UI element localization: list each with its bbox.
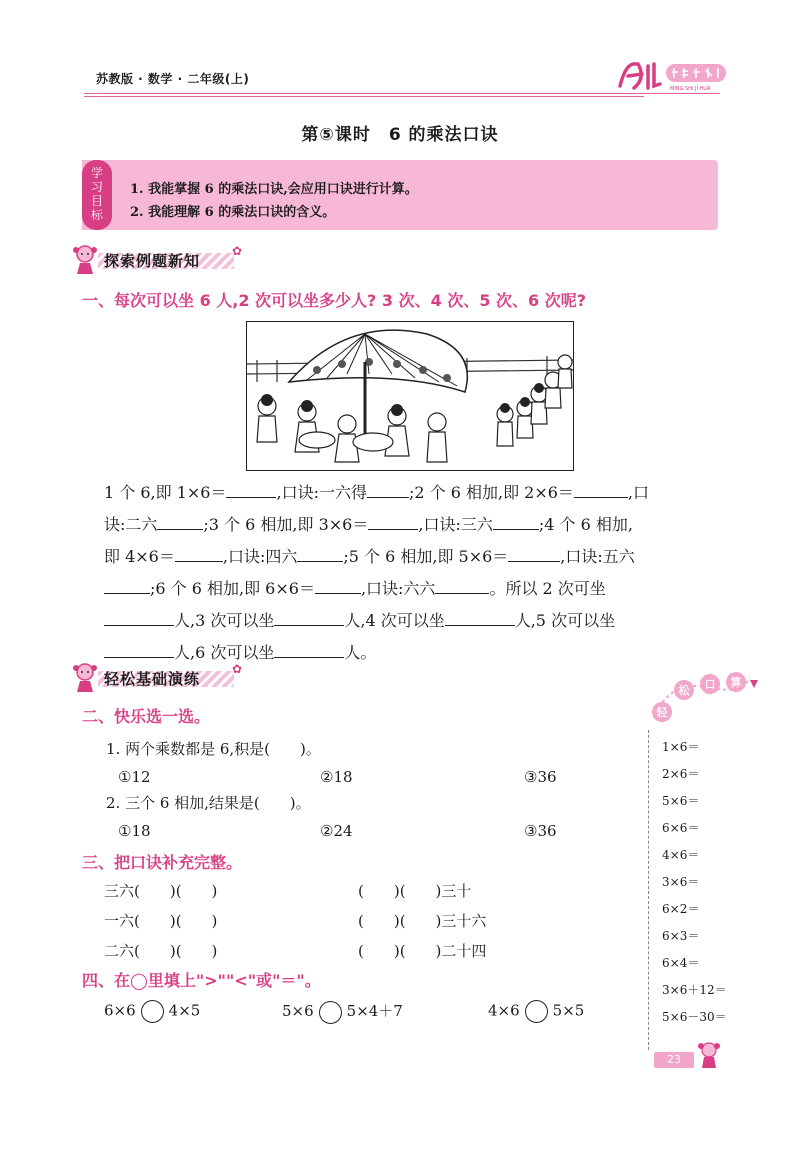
- answer-blank[interactable]: [508, 545, 560, 562]
- answer-blank[interactable]: [274, 609, 344, 626]
- answer-blank[interactable]: [104, 641, 174, 658]
- side-calc-item[interactable]: 3×6＝: [662, 875, 700, 889]
- q1-line-3: 即 4×6＝ ,口诀:四六 ;5 个 6 相加,即 5×6＝ ,口诀:五六: [104, 547, 635, 566]
- side-calc-item[interactable]: 6×4＝: [662, 956, 700, 970]
- side-calc-item[interactable]: 6×6＝: [662, 821, 700, 835]
- answer-blank[interactable]: [574, 481, 628, 498]
- side-calc-item[interactable]: 5×6＝: [662, 794, 700, 808]
- answer-blank[interactable]: [297, 545, 343, 562]
- q3-row-3-left[interactable]: 二六( )( ): [104, 942, 218, 960]
- question-4-title: 四、在◯里填上">""<"或"＝"。: [82, 971, 321, 990]
- q3-row-2-right[interactable]: ( )( )三十六: [358, 912, 487, 930]
- q2-2-option-b[interactable]: ②24: [320, 822, 353, 840]
- svg-text:口: 口: [704, 678, 716, 691]
- q3-row-2-left[interactable]: 一六( )( ): [104, 912, 218, 930]
- side-calc-item[interactable]: 6×2＝: [662, 902, 700, 916]
- flower-icon: ✿: [232, 244, 243, 258]
- goal-item: 1. 我能掌握 6 的乘法口诀,会应用口诀进行计算。: [130, 182, 418, 197]
- q2-1-option-b[interactable]: ②18: [320, 768, 353, 786]
- q2-item-1: 1. 两个乘数都是 6,积是( )。: [106, 740, 321, 758]
- answer-blank[interactable]: [315, 577, 361, 594]
- q2-2-option-c[interactable]: ③36: [524, 822, 557, 840]
- q4-compare-1: 6×6 4×5: [104, 1000, 200, 1023]
- question-2-title: 二、快乐选一选。: [82, 707, 211, 726]
- question-1-title: 一、每次可以坐 6 人,2 次可以坐多少人? 3 次、4 次、5 次、6 次呢?: [82, 291, 587, 310]
- side-calc-item[interactable]: 4×6＝: [662, 848, 700, 862]
- answer-blank[interactable]: [493, 513, 539, 530]
- goal-item: 2. 我能理解 6 的乘法口诀的含义。: [130, 205, 336, 220]
- section-title-explore: 探索例题新知: [104, 252, 201, 270]
- compare-circle[interactable]: [141, 1000, 164, 1023]
- girl-mascot-icon: [696, 1040, 722, 1070]
- flower-icon: ✿: [232, 662, 243, 676]
- side-divider: [648, 730, 649, 1050]
- svg-text:算: 算: [730, 676, 742, 689]
- side-calc-item[interactable]: 6×3＝: [662, 929, 700, 943]
- q2-2-option-a[interactable]: ①18: [118, 822, 151, 840]
- carousel-illustration: [246, 321, 574, 471]
- answer-blank[interactable]: [104, 609, 174, 626]
- svg-text:轻: 轻: [656, 706, 668, 719]
- answer-blank[interactable]: [157, 513, 203, 530]
- answer-blank[interactable]: [175, 545, 223, 562]
- q1-line-2: 诀:二六 ;3 个 6 相加,即 3×6＝ ,口诀:三六 ;4 个 6 相加,: [104, 515, 633, 534]
- answer-blank[interactable]: [104, 577, 150, 594]
- q2-1-option-a[interactable]: ①12: [118, 768, 151, 786]
- q1-line-5: 人,3 次可以坐 人,4 次可以坐 人,5 次可以坐: [104, 604, 615, 638]
- compare-circle[interactable]: [319, 1001, 342, 1024]
- question-3-title: 三、把口诀补充完整。: [82, 853, 243, 872]
- side-calc-item[interactable]: 5×6－30＝: [662, 1010, 727, 1024]
- q1-line-4: ;6 个 6 相加,即 6×6＝ ,口诀:六六 。所以 2 次可坐: [104, 572, 606, 606]
- answer-blank[interactable]: [445, 609, 515, 626]
- section-title-practice: 轻松基础演练: [104, 670, 201, 688]
- svg-text:MING SHI JI HUA: MING SHI JI HUA: [670, 86, 711, 92]
- q4-compare-3: 4×6 5×5: [488, 1000, 584, 1023]
- side-calc-item[interactable]: 1×6＝: [662, 740, 700, 754]
- svg-text:松: 松: [678, 684, 690, 697]
- learning-goals-tab: 学 习 目 标: [82, 160, 112, 230]
- answer-blank[interactable]: [367, 481, 409, 498]
- q3-row-1-right[interactable]: ( )( )三十: [358, 882, 472, 900]
- brand-logo: [612, 56, 732, 94]
- page-number: 23: [654, 1052, 694, 1068]
- compare-circle[interactable]: [525, 1000, 548, 1023]
- girl-mascot-icon: [72, 244, 98, 278]
- q3-row-3-right[interactable]: ( )( )二十四: [358, 942, 487, 960]
- header-rule-thin: [84, 96, 644, 97]
- side-calc-item[interactable]: 3×6＋12＝: [662, 983, 727, 997]
- q2-1-option-c[interactable]: ③36: [524, 768, 557, 786]
- lesson-title: 第⑤课时 6 的乘法口诀: [301, 125, 499, 145]
- q1-line-6: 人,6 次可以坐 人。: [104, 636, 376, 670]
- header-series: 苏教版 · 数学 · 二年级(上): [96, 72, 250, 86]
- q1-line-1: 1 个 6,即 1×6＝ ,口诀:一六得 ;2 个 6 相加,即 2×6＝ ,口: [104, 483, 650, 502]
- side-calc-item[interactable]: 2×6＝: [662, 767, 700, 781]
- q3-row-1-left[interactable]: 三六( )( ): [104, 882, 218, 900]
- q2-item-2: 2. 三个 6 相加,结果是( )。: [106, 794, 311, 812]
- girl-mascot-icon: [72, 662, 98, 696]
- quick-calc-heading: [650, 668, 760, 728]
- answer-blank[interactable]: [274, 641, 344, 658]
- answer-blank[interactable]: [435, 577, 489, 594]
- q4-compare-2: 5×6 5×4＋7: [282, 1000, 403, 1024]
- answer-blank[interactable]: [226, 481, 276, 498]
- answer-blank[interactable]: [368, 513, 418, 530]
